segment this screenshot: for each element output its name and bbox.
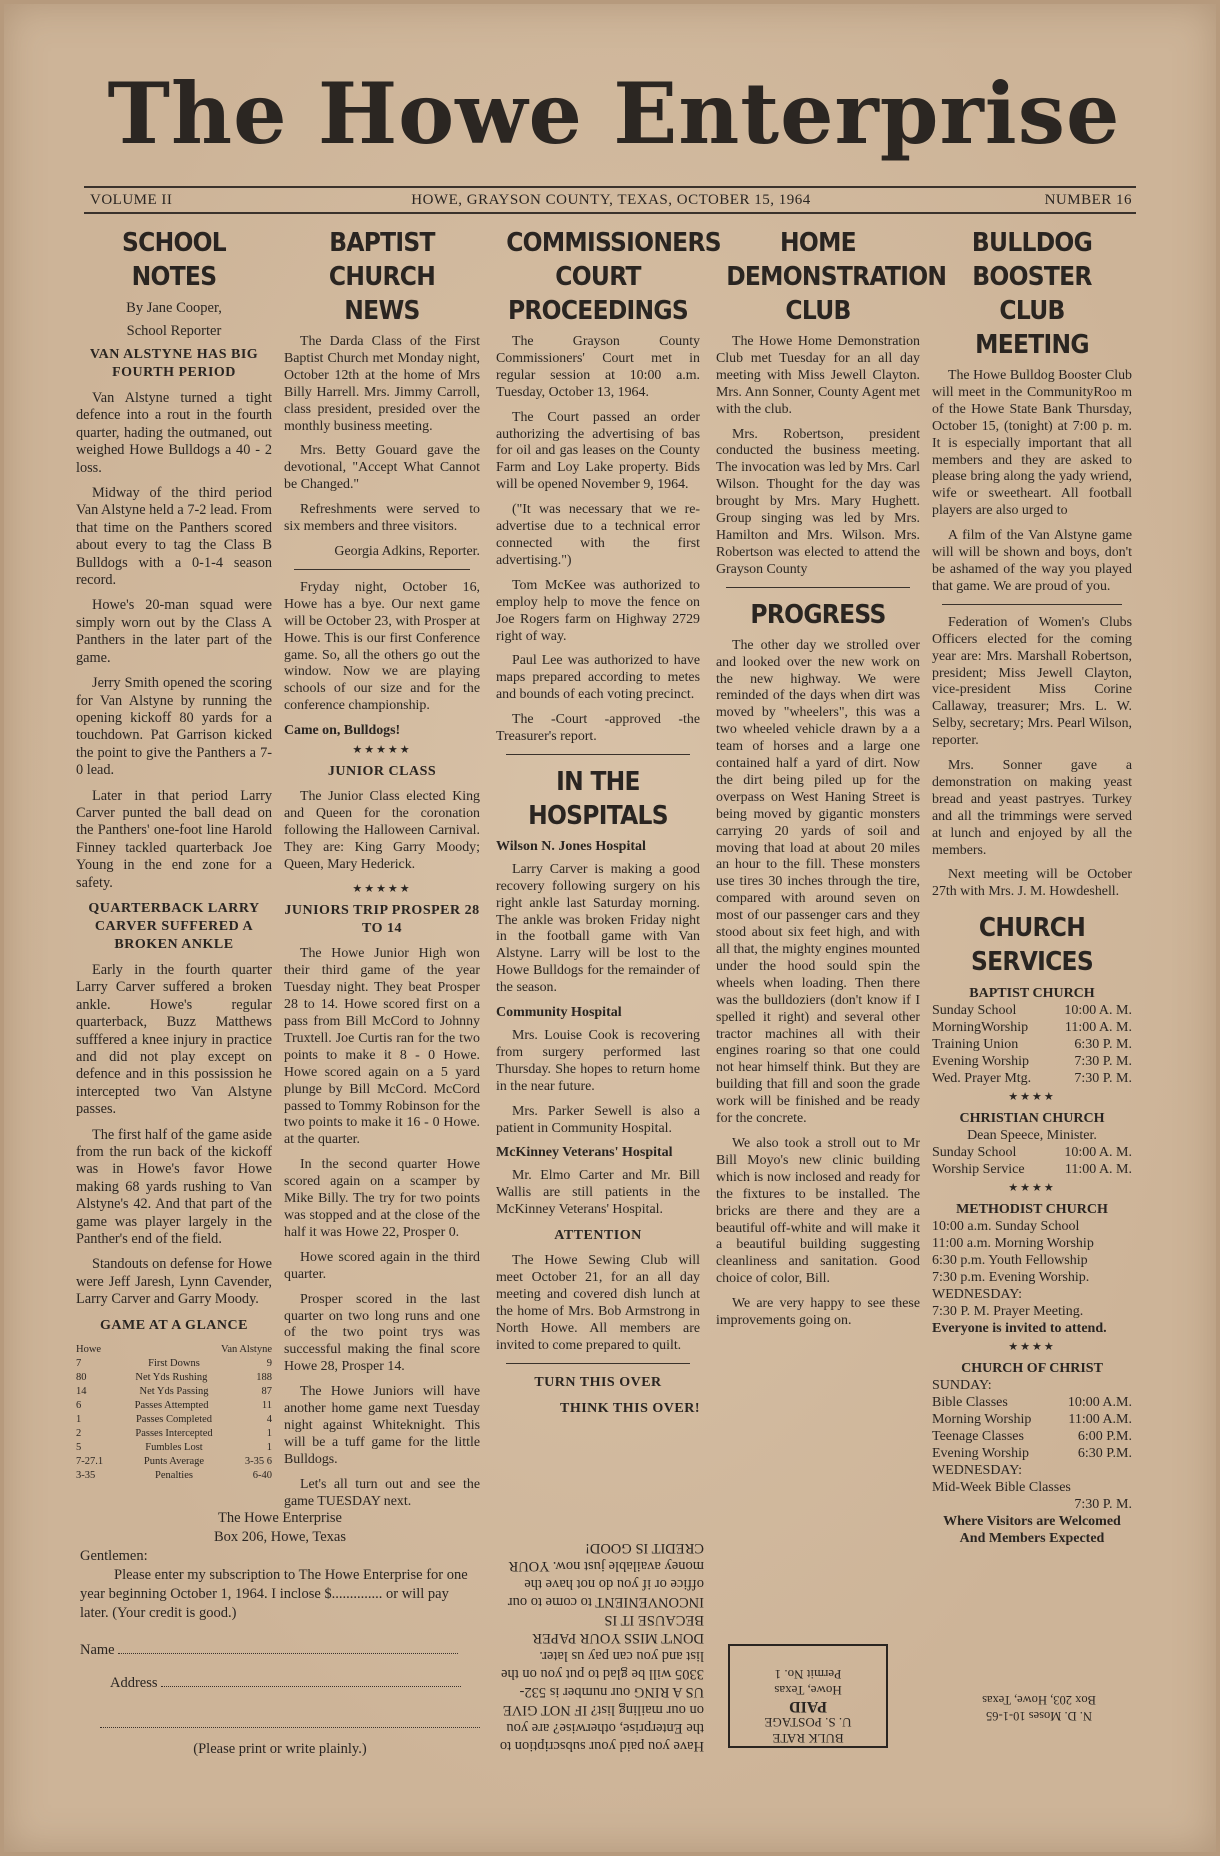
service-time: 7:30 P. M.: [1074, 1054, 1132, 1070]
article-paragraph: Let's all turn out and see the game TUESDAY next.: [284, 1476, 480, 1509]
game-stats-row: [76, 1455, 272, 1469]
permit-line: BULK RATE: [772, 1731, 844, 1746]
headline-home-demonstration-club: HOME DEMONSTRATION CLUB: [726, 228, 947, 326]
article-paragraph: In the second quarter Howe scored again on a scamper by Mike Billy. The try for two points was stopped and at the close of the half it was Howe 22, Prosper 0.: [284, 1157, 480, 1240]
headline-school-notes: SCHOOL NOTES: [121, 228, 226, 292]
article-paragraph: The -Court -approved -the Treasurer's report.: [496, 712, 700, 745]
article-paragraph: Howe scored again in the third quarter.: [284, 1249, 480, 1282]
subhead-wilson-jones-hospital: Wilson N. Jones Hospital: [496, 838, 646, 854]
article-paragraph: Mr. Elmo Carter and Mr. Bill Wallis are still patients in the McKinney Veterans' Hospital.: [496, 1168, 700, 1218]
issue-number: NUMBER 16: [1044, 192, 1132, 208]
name-line[interactable]: [118, 1653, 458, 1654]
stat-howe: 7: [76, 1357, 82, 1369]
service-time: 11:00 A.M.: [1068, 1412, 1132, 1428]
game-stats-row: [76, 1441, 272, 1455]
divider: [294, 569, 470, 570]
column-baptist-news: [284, 226, 480, 1518]
article-paragraph: Howe's 20-man squad were simply worn out by the Class A Panthers in the later part of the game.: [76, 597, 272, 666]
article-paragraph: The Junior Class elected King and Queen for the coronation following the Halloween Carnival. They are: King Garry Moody; Queen, Mary Hederick.: [284, 788, 480, 872]
article-paragraph: Prosper scored in the last quarter on two long runs and one of the two point trys was successful making the final score Howe 28, Prosper 14.: [284, 1291, 480, 1375]
article-paragraph: Mrs. Robertson, president conducted the business meeting. The invocation was led by Mrs. Carl Wilson. Thought for the day was brought by Mrs. Mary Hughett. Group singing was led by Mrs. Hamilton and Mrs. Wilson. Mrs. Robertson was elected to attend the Grayson County: [716, 426, 920, 577]
think-this-over: THINK THIS OVER!: [560, 1400, 700, 1416]
game-stats-header: [76, 1343, 272, 1357]
headline-progress: PROGRESS: [750, 599, 886, 630]
article-paragraph: The other day we strolled over and looked over the new work on the new highway. We were reminded of the days when dirt was moved by "wheelers", this was a two wheeled vehicle drawn by a a team of horses and a large one contained half a yard of dirt. Now the dirt being piled up for the overpass on West Haning Street is being moved by gigantic monsters carrying 20 yards of soil and moving that load at about 20 miles an hour to the fill. These monsters use tires 30 inches through the tire, compared with around seven on most of our passenger cars and they stood about six feet high, and with all that, the mighty engines mounted under the hood sould spin the wheels when loading. Then there was the bulldoziers (don't know if I spelled it right) and several other tractor machines all with their engines roaring so that one could not hear himself think. But they are building that fill and soon the grade work will be finished and be ready for the concrete.: [716, 637, 920, 1127]
turn-this-over: TURN THIS OVER: [534, 1374, 662, 1390]
article-paragraph: Jerry Smith opened the scoring for Van Alstyne by running the opening kickoff 80 yards for a touchdown. Pat Garrison kicked the point to give the Panthers a 7-0 lead.: [76, 675, 272, 779]
christ-midweek-classes: Mid-Week Bible Classes: [932, 1480, 1071, 1496]
church-of-christ-heading: CHURCH OF CHRIST: [961, 1361, 1103, 1377]
article-paragraph: The Howe Bulldog Booster Club will meet in the CommunityRoo m of the Howe State Bank Thursday, October 15, (tonight) at 7:00 p. m. It is especially important that all members and they are asked to please bring along the yady wriend, wife or sweetheart. All football players are also urged to: [932, 368, 1132, 519]
article-paragraph: Fryday night, October 16, Howe has a bye. Our next game will be October 23, with Prosper at Howe. This is our first Conference game. So, all the others go out the window. Now we are playing schools of our size and for the conference championship.: [284, 579, 480, 714]
subhead-game-at-a-glance: GAME AT A GLANCE: [100, 1317, 248, 1333]
methodist-line: 11:00 a.m. Morning Worship: [932, 1236, 1094, 1252]
stat-van-alstyne: 6-40: [252, 1469, 272, 1481]
service-time: 7:30 P. M.: [1074, 1071, 1132, 1087]
christ-wednesday-label: WEDNESDAY:: [932, 1463, 1022, 1479]
service-time: 6:30 P.M.: [1077, 1446, 1132, 1462]
newspaper-page: [4, 4, 1216, 1852]
article-paragraph: The Grayson County Commissioners' Court met in regular session at 10:00 a.m. Tuesday, October 13, 1964.: [496, 334, 700, 400]
reporter-signature: Georgia Adkins, Reporter.: [334, 543, 480, 559]
bulk-rate-permit-box: [728, 1644, 888, 1748]
service-name: Teenage Classes: [932, 1429, 1024, 1445]
address-line: N. D. Moses 10-1-65: [986, 1709, 1092, 1723]
column-commissioners: [496, 226, 721, 1426]
stat-label: Punts Average: [143, 1455, 205, 1467]
article-paragraph: Tom McKee was authorized to employ help to move the fence on Joe Rogers farm on Highway 2729 right of way.: [496, 577, 700, 644]
headline-bulldog-booster-club: BULLDOG BOOSTER CLUB MEETING: [971, 228, 1093, 360]
game-stats-row: [76, 1469, 272, 1483]
game-stats-table: [76, 1343, 272, 1483]
star-divider: ★★★★★: [352, 883, 412, 896]
subhead-broken-ankle: QUARTERBACK LARRY CARVER SUFFERED A BROKEN ANKLE: [88, 900, 260, 952]
stat-howe: 3-35: [76, 1469, 96, 1481]
stat-label: Net Yds Rushing: [135, 1371, 208, 1383]
game-stats-row: [76, 1427, 272, 1441]
headline-baptist-church-news: BAPTIST CHURCH NEWS: [328, 228, 436, 326]
subscription-body: Please enter my subscription to The Howe Enterprise for one year beginning October 1, 1964. I inclose $.............. or will pay later. (Your credit is good.): [80, 1567, 468, 1621]
christ-sunday-label: SUNDAY:: [932, 1378, 992, 1394]
stat-van-alstyne: 87: [261, 1385, 272, 1397]
stat-van-alstyne: 4: [266, 1413, 272, 1425]
stats-col-howe: Howe: [76, 1343, 102, 1355]
stat-howe: 14: [76, 1385, 87, 1397]
article-paragraph: ("It was necessary that we re-advertise due to a technical error connected with the first advertising."): [496, 502, 700, 568]
welcome-line-1: Where Visitors are Welcomed: [943, 1514, 1121, 1530]
article-paragraph: Midway of the third period Van Alstyne held a 7-2 lead. From that time on the Panthers scored about every to tag the Class B Bulldogs with a 0-1-4 season record.: [76, 485, 272, 589]
address-line: Box 203, Howe, Texas: [982, 1693, 1096, 1707]
subhead-big-fourth: VAN ALSTYNE HAS BIG FOURTH PERIOD: [89, 347, 259, 380]
star-divider: ★★★★★: [352, 744, 412, 757]
stat-label: First Downs: [148, 1357, 200, 1369]
subscription-form: [80, 1509, 480, 1759]
game-stats-row: [76, 1357, 272, 1371]
subscription-title: The Howe Enterprise: [217, 1510, 342, 1526]
column-booster-club: [932, 226, 1132, 1547]
stat-howe: 80: [76, 1371, 87, 1383]
service-time: 10:00 A.M.: [1067, 1395, 1132, 1411]
methodist-line: 6:30 p.m. Youth Fellowship: [932, 1253, 1088, 1269]
service-time: 10:00 A. M.: [1064, 1145, 1132, 1161]
service-row: [932, 1002, 1132, 1019]
methodist-line: WEDNESDAY:: [932, 1287, 1022, 1303]
methodist-line: 7:30 p.m. Evening Worship.: [932, 1270, 1090, 1286]
stat-label: Fumbles Lost: [145, 1441, 203, 1453]
stat-label: Net Yds Passing: [139, 1385, 209, 1397]
baptist-church-heading: BAPTIST CHURCH: [969, 986, 1095, 1002]
christian-minister: Dean Speece, Minister.: [967, 1128, 1097, 1144]
service-name: Sunday School: [932, 1145, 1017, 1161]
headline-church-services: CHURCH SERVICES: [971, 913, 1093, 978]
permit-line: Permit No. 1: [774, 1667, 842, 1682]
service-time: 11:00 A. M.: [1064, 1162, 1132, 1178]
service-name: Morning Worship: [932, 1412, 1032, 1428]
address-field[interactable]: [80, 1674, 480, 1693]
service-time: 11:00 A. M.: [1064, 1020, 1132, 1036]
article-paragraph: Mrs. Louise Cook is recovering from surgery performed last Thursday. She hopes to return home in the near future.: [496, 1028, 700, 1094]
stats-col-van-alstyne: Van Alstyne: [220, 1343, 272, 1355]
game-stats-row: [76, 1385, 272, 1399]
service-time: 6:30 P. M.: [1074, 1037, 1132, 1053]
divider: [506, 754, 690, 755]
stat-van-alstyne: 1: [266, 1427, 272, 1439]
stat-van-alstyne: 1: [266, 1441, 272, 1453]
service-row: [932, 1144, 1132, 1161]
article-paragraph: Federation of Women's Clubs Officers elected for the coming year are: Mrs. Marshall Robertson, president; Miss Jewell Clayton, vice-president Miss Corine Callaway, treasurer; Mrs. L. W. Selby, secretary; Mrs. Pearl Wilson, reporter.: [932, 614, 1132, 749]
article-paragraph: The Darda Class of the First Baptist Church met Monday night, October 12th at the home of Mrs Billy Harrell. Mrs. Jimmy Carroll, class president, presided over the monthly business meeting.: [284, 334, 480, 434]
service-name: Evening Worship: [932, 1054, 1029, 1070]
game-stats-row: [76, 1371, 272, 1385]
article-paragraph: Standouts on defense for Howe were Jeff Jaresh, Lynn Cavender, Larry Carver and Garry Moody.: [76, 1256, 272, 1308]
methodist-church-heading: METHODIST CHURCH: [956, 1202, 1108, 1218]
divider: [942, 604, 1122, 605]
stat-label: Passes Intercepted: [135, 1427, 213, 1439]
article-paragraph: The Howe Junior High won their third game of the year Tuesday night. They beat Prosper 28 to 14. Howe scored first on a pass from Bill McCord to Johnny Truxtell. Joe Curtis ran for the two points to make it 8 - 0 Howe. Howe scored again on a 5 yard plunge by Bill McCord. McCord passed to Tommy Robinson for the two points to make it 16 - 0 Howe. at the quarter.: [284, 946, 480, 1148]
service-row: [932, 1070, 1132, 1087]
subhead-mckinney-veterans-hospital: McKinney Veterans' Hospital: [496, 1145, 673, 1161]
star-divider: ★★★★: [1008, 1182, 1056, 1195]
service-name: Sunday School: [932, 1003, 1017, 1019]
stat-van-alstyne: 3-35 6: [244, 1455, 272, 1467]
subhead-attention: ATTENTION: [554, 1228, 642, 1244]
byline-role: School Reporter: [126, 323, 222, 339]
name-field[interactable]: [80, 1641, 480, 1660]
service-name: Worship Service: [932, 1162, 1025, 1178]
methodist-line: 10:00 a.m. Sunday School: [932, 1219, 1080, 1235]
address-label: Address: [110, 1675, 158, 1691]
article-paragraph: Next meeting will be October 27th with Mrs. J. M. Howdeshell.: [932, 867, 1132, 900]
article-paragraph: Van Alstyne turned a tight defence into a rout in the fourth quarter, hading the outmaned, out weighed Howe Bulldogs a 40 - 2 loss.: [76, 390, 272, 476]
volume-label: VOLUME II: [90, 192, 173, 208]
subhead-juniors-trip-prosper: JUNIORS TRIP PROSPER 28 TO 14: [284, 903, 480, 937]
masthead-title: The Howe Enterprise: [107, 64, 1121, 163]
subhead-junior-class: JUNIOR CLASS: [327, 763, 437, 779]
service-name: Wed. Prayer Mtg.: [932, 1071, 1032, 1087]
stat-howe: 2: [76, 1427, 82, 1439]
game-stats-row: [76, 1399, 272, 1413]
column-school-notes: [76, 226, 272, 1483]
article-paragraph: Paul Lee was authorized to have maps prepared according to metes and bounds of each voting precinct.: [496, 653, 700, 703]
permit-line: PAID: [789, 1698, 827, 1715]
stat-van-alstyne: 188: [256, 1371, 272, 1383]
article-paragraph: Mrs. Parker Sewell is also a patient in Community Hospital.: [496, 1103, 700, 1136]
name-label: Name: [80, 1642, 115, 1658]
christian-church-heading: CHRISTIAN CHURCH: [959, 1111, 1105, 1127]
welcome-line-2: And Members Expected: [959, 1531, 1105, 1547]
article-paragraph: Mrs. Sonner gave a demonstration on making yeast bread and yeast pastryes. Turkey and all the trimmings were served at lunch and enjoyed by all the members.: [932, 758, 1132, 858]
article-paragraph: We also took a stroll out to Mr Bill Moyo's new clinic building which is now inclosed and ready for the fixtures to be installed. The bricks are there and they are a beautiful off-white and will make it a beautiful building suggesting cleanliness and sanitation. Good choice of color, Bill.: [716, 1135, 920, 1287]
article-paragraph: The Howe Sewing Club will meet October 21, for an all day meeting and covered dish lunch at the home of Mrs. Bob Armstrong in North Howe. All members are invited to come prepared to quilt.: [496, 1253, 700, 1353]
article-paragraph: Later in that period Larry Carver punted the ball dead on the Panthers' one-foot line Harold Finney tackled quarterback Joe Young in the end zone for a safety.: [76, 787, 272, 891]
stat-howe: 1: [76, 1413, 82, 1425]
service-name: Training Union: [932, 1037, 1019, 1053]
stat-label: Passes Completed: [135, 1413, 213, 1425]
service-name: Evening Worship: [932, 1446, 1029, 1462]
service-row: [932, 1161, 1132, 1178]
subscription-greeting: Gentlemen:: [80, 1548, 148, 1564]
service-row: [932, 1053, 1132, 1070]
stat-van-alstyne: 11: [261, 1399, 272, 1411]
mailing-address-label: [934, 1692, 1144, 1724]
star-divider: ★★★★: [1008, 1091, 1056, 1104]
article-paragraph: The Howe Juniors will have another home game next Tuesday night against Whiteknight. This will be a tuff game for the little Bulldogs.: [284, 1384, 480, 1467]
masthead-rule-bottom: [84, 212, 1136, 214]
service-time: 10:00 A. M.: [1064, 1003, 1132, 1019]
dateline: [86, 188, 1136, 212]
divider: [506, 1363, 690, 1364]
article-paragraph: The Howe Home Demonstration Club met Tuesday for an all day meeting with Miss Jewell Clayton. Mrs. Ann Sonner, County Agent met with the club.: [716, 334, 920, 417]
address-line-2[interactable]: [100, 1727, 480, 1728]
article-paragraph: Early in the fourth quarter Larry Carver suffered a broken ankle. Howe's regular quarterback, Buzz Matthews sufffered a knee injury in practice and did not play except on defence and in this possission he intercepted two Van Alstyne passes.: [76, 961, 272, 1118]
headline-commissioners-court: COMMISSIONERS COURT PROCEEDINGS: [506, 228, 721, 326]
article-paragraph: Larry Carver is making a good recovery following surgery on his right ankle last Saturday morning. The ankle was broken Friday night in the football game with Van Alstyne. Larry will be lost to the Howe Bulldogs for the remainder of the season.: [496, 861, 700, 996]
stat-label: Penalties: [155, 1469, 193, 1481]
divider: [726, 587, 910, 588]
methodist-line: 7:30 P. M. Prayer Meeting.: [932, 1304, 1084, 1320]
service-time: 6:00 P.M.: [1077, 1429, 1132, 1445]
service-row: [932, 1428, 1132, 1445]
article-paragraph: Mrs. Betty Gouard gave the devotional, "Accept What Cannot be Changed.": [284, 443, 480, 493]
service-row: [932, 1019, 1132, 1036]
byline-name: By Jane Cooper,: [126, 300, 222, 316]
service-row: [932, 1411, 1132, 1428]
service-row: [932, 1445, 1132, 1462]
headline-in-the-hospitals: IN THE HOSPITALS: [528, 766, 668, 831]
christ-midweek-time: 7:30 P. M.: [1074, 1497, 1132, 1513]
column-home-demonstration: [716, 226, 947, 1338]
dateline-text: HOWE, GRAYSON COUNTY, TEXAS, OCTOBER 15, 1964: [411, 192, 811, 208]
stat-van-alstyne: 9: [266, 1357, 272, 1369]
service-name: MorningWorship: [932, 1020, 1029, 1036]
permit-line: Howe, Texas: [774, 1683, 842, 1698]
stat-howe: 6: [76, 1399, 82, 1411]
bulldogs-cheer: Came on, Bulldogs!: [284, 723, 401, 739]
subscription-footer: (Please print or write plainly.): [193, 1741, 367, 1757]
methodist-line: Everyone is invited to attend.: [932, 1321, 1107, 1337]
service-name: Bible Classes: [932, 1395, 1008, 1411]
stat-howe: 5: [76, 1441, 82, 1453]
subscription-address: Box 206, Howe, Texas: [213, 1529, 347, 1545]
stat-label: Passes Attempted: [134, 1399, 209, 1411]
article-paragraph: Refreshments were served to six members and three visitors.: [284, 502, 480, 535]
notice-text: Have you paid your subscription to the Enterprise, otherwise? are you on our mailing list? IF NOT GIVE US A RING our number is 532-3305 will be glad to put you on the list and you can pay us later. DON'T MISS YOUR PAPER BECAUSE IT IS INCONVENIENT to come to our office or if you do not have the money available just now. YOUR CREDIT IS GOOD!: [499, 1540, 704, 1754]
game-stats-row: [76, 1413, 272, 1427]
subhead-community-hospital: Community Hospital: [496, 1005, 622, 1021]
article-paragraph: A film of the Van Alstyne game will will be shown and boys, don't be ashamed of the way you played that game. We are proud of you.: [932, 528, 1132, 594]
star-divider: ★★★★: [1008, 1341, 1056, 1354]
article-paragraph: We are very happy to see these improvements going on.: [716, 1296, 920, 1329]
address-line[interactable]: [161, 1686, 461, 1687]
church-services-list: [932, 985, 1132, 1547]
upside-down-subscription-notice: [494, 1539, 704, 1755]
article-paragraph: The first half of the game aside from the run back of the kickoff was in Howe's favor Howe making 68 yards rushing to Van Alstyne's 42. And that part of the game was player largely in the Panther's end of the field.: [76, 1126, 272, 1248]
service-row: [932, 1036, 1132, 1053]
permit-line: U. S. POSTAGE: [764, 1715, 852, 1730]
service-row: [932, 1394, 1132, 1411]
article-paragraph: The Court passed an order authorizing the advertising of bas for oil and gas leases on the County Farm and Loy Lake property. Bids will be opened November 9, 1964.: [496, 409, 700, 493]
stat-howe: 7-27.1: [76, 1455, 104, 1467]
